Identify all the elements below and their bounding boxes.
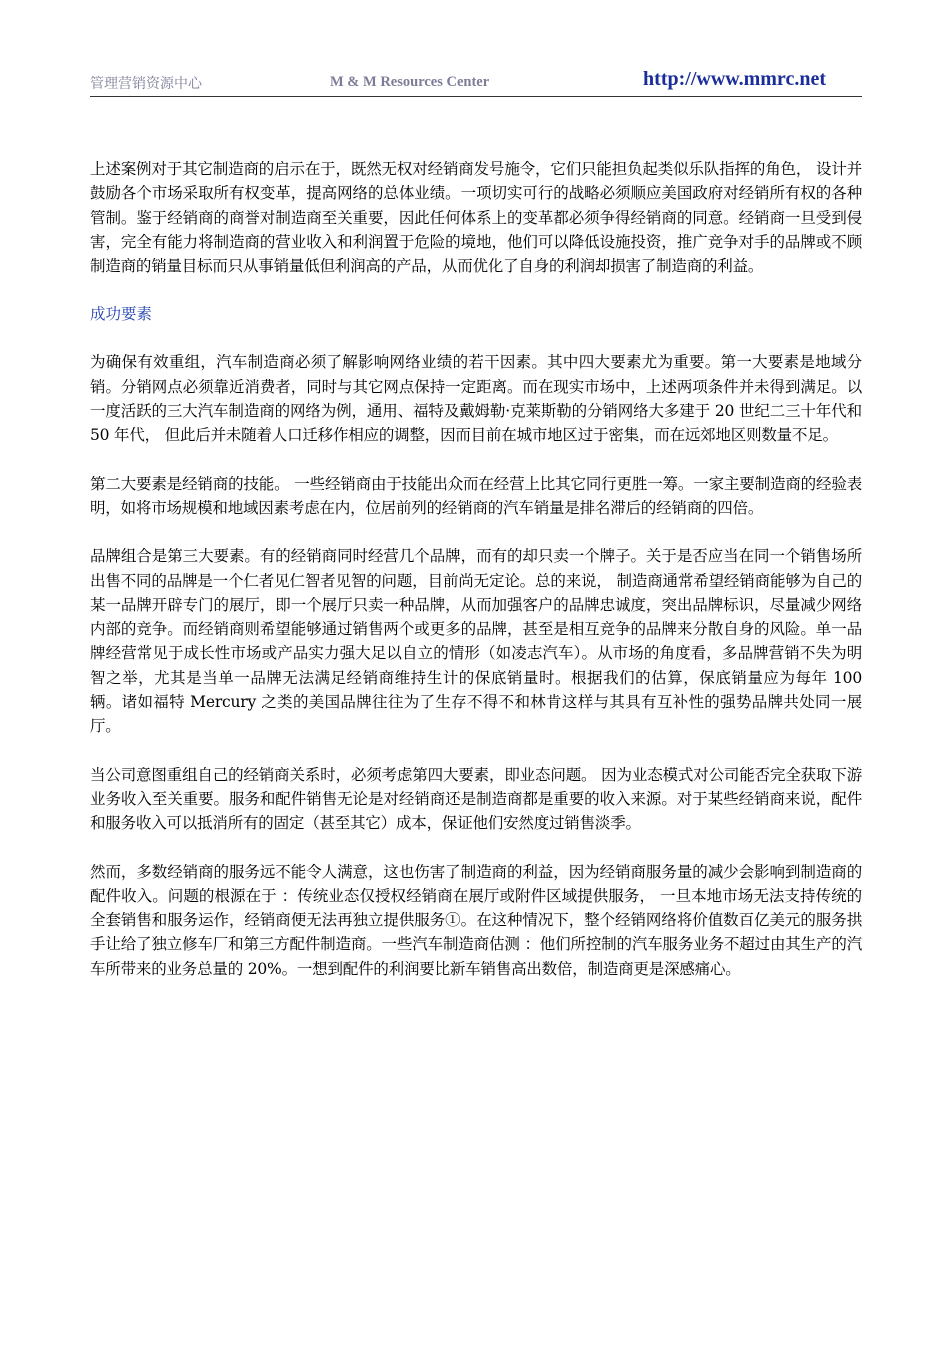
section-heading: 成功要素 [90, 305, 153, 324]
header-org-name: 管理营销资源中心 [90, 76, 202, 92]
paragraph-intro: 上述案例对于其它制造商的启示在于，既然无权对经销商发号施令，它们只能担负起类似乐队指挥的角色， 设计并鼓励各个市场采取所有权变革，提高网络的总体业绩。一项切实可行的战略必须顺应美国政府对经销所有权的各种管制。鉴于经销商的商誉对制造商至关重要，因此任何体系上的变革都必须争得经销商的同意。经销商一旦受到侵害，完全有能力将制造商的营业收入和利润置于危险的境地，他们可以降低设施投资，推广竞争对手的品牌或不顾制造商的销量目标而只从事销量低但利润高的产品，从而优化了自身的利润却损害了制造商的利益。 [90, 160, 862, 276]
article-body [90, 157, 862, 981]
header-center-name: M & M Resources Center [330, 74, 490, 90]
paragraph-service: 然而，多数经销商的服务远不能令人满意，这也伤害了制造商的利益，因为经销商服务量的减少会影响到制造商的配件收入。问题的根源在于 ：传统业态仅授权经销商在展厅或附件区域提供服务， 一旦本地市场无法支持传统的全套销售和服务运作，经销商便无法再独立提供服务①。在这种情况下，整个经销网络将价值数百亿美元的服务拱手让给了独立修车厂和第三方配件制造商。一些汽车制造商估测 ：他们所控制的汽车服务业务不超过由其生产的汽车所带来的业务总量的 20%。一想到配件的利润要比新车销售高出数倍，制造商更是深感痛心。 [90, 862, 862, 978]
paragraph-factor-three: 品牌组合是第三大要素。有的经销商同时经营几个品牌，而有的却只卖一个牌子。关于是否应当在同一个销售场所出售不同的品牌是一个仁者见仁智者见智的问题，目前尚无定论。总的来说， 制造商通常希望经销商能够为自己的某一品牌开辟专门的展厅，即一个展厅只卖一种品牌，从而加强客户的品牌忠诚度，突出品牌标识，尽量减少网络内部的竞争。而经销商则希望能够通过销售两个或更多的品牌，甚至是相互竞争的品牌来分散自身的风险。单一品牌经营常见于成长性市场或产品实力强大足以自立的情形（如凌志汽车）。从市场的角度看，多品牌营销不失为明智之举，尤其是当单一品牌无法满足经销商维持生计的保底销量时。根据我们的估算，保底销量应为每年 100 辆。诸如福特 Mercury 之类的美国品牌往往为了生存不得不和林肯这样与其具有互补性的强势品牌共处同一展厅。 [90, 547, 862, 736]
paragraph-factor-two: 第二大要素是经销商的技能。 一些经销商由于技能出众而在经营上比其它同行更胜一筹。一家主要制造商的经验表明，如将市场规模和地域因素考虑在内，位居前列的经销商的汽车销量是排名滞后的经销商的四倍。 [90, 474, 862, 517]
paragraph-factor-one: 为确保有效重组，汽车制造商必须了解影响网络业绩的若干因素。其中四大要素尤为重要。第一大要素是地域分销。分销网点必须靠近消费者，同时与其它网点保持一定距离。而在现实市场中，上述两项条件并未得到满足。以一度活跃的三大汽车制造商的网络为例，通用、福特及戴姆勒·克莱斯勒的分销网络大多建于 20 世纪二三十年代和 50 年代， 但此后并未随着人口迁移作相应的调整，因而目前在城市地区过于密集，而在远郊地区则数量不足。 [90, 353, 862, 445]
page-header [90, 70, 862, 97]
header-url-link[interactable]: http://www.mmrc.net [643, 68, 826, 90]
paragraph-factor-four: 当公司意图重组自己的经销商关系时，必须考虑第四大要素，即业态问题。 因为业态模式对公司能否完全获取下游业务收入至关重要。服务和配件销售无论是对经销商还是制造商都是重要的收入来源。对于某些经销商来说，配件和服务收入可以抵消所有的固定（甚至其它）成本，保证他们安然度过销售淡季。 [90, 765, 862, 833]
